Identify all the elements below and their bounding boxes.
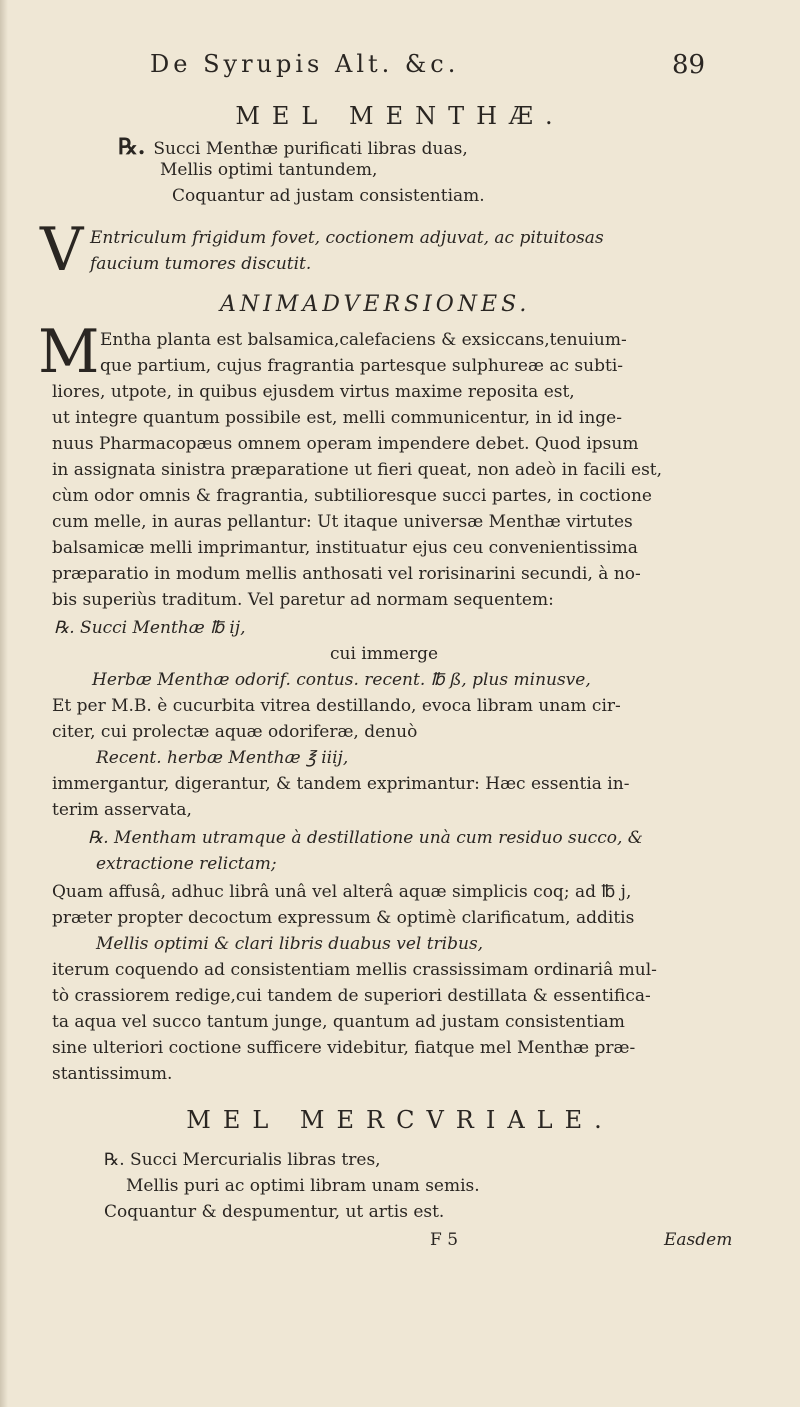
body-line: liores, utpote, in quibus ejusdem virtus maxime reposita est, xyxy=(52,382,575,402)
body-line: stantissimum. xyxy=(52,1064,173,1084)
body-line: præparatio in modum mellis anthosati vel rorisinarini secundi, à no- xyxy=(52,564,641,584)
rx-line: Recent. herbæ Menthæ ℥ iiij, xyxy=(96,748,349,768)
drop-cap-m: M xyxy=(38,317,100,387)
body-line: citer, cui prolectæ aquæ odoriferæ, denuò xyxy=(52,722,418,742)
body-line: iterum coquendo ad consistentiam mellis crassissimam ordinariâ mul- xyxy=(52,960,657,980)
rx-line: cui immerge xyxy=(330,644,439,664)
body-line: que partium, cujus fragrantia partesque sulphureæ ac subti- xyxy=(100,356,623,376)
section-title-mel-mercuriale: MEL MERCVRIALE. xyxy=(186,1106,614,1134)
rx-line: ℞. Succi Menthæ ℔ ij, xyxy=(54,618,246,638)
body-line: ta aqua vel succo tantum junge, quantum ad justam consistentiam xyxy=(52,1012,625,1032)
body-line: cum melle, in auras pellantur: Ut itaque universæ Menthæ virtutes xyxy=(52,512,633,532)
body-line: Quam affusâ, adhuc librâ unâ vel alterâ aquæ simplicis coq; ad ℔ j, xyxy=(52,882,632,902)
signature-mark: F 5 xyxy=(430,1230,459,1250)
body-line: cùm odor omnis & fragrantia, subtilioresque succi partes, in coctione xyxy=(52,486,652,506)
body-line: Mellis optimi & clari libris duabus vel tribus, xyxy=(96,934,484,954)
rx-line: Herbæ Menthæ odorif. contus. recent. ℔ ß, plus minusve, xyxy=(92,670,591,690)
body-line: balsamicæ melli imprimantur, instituatur ejus ceu convenientissima xyxy=(52,538,638,558)
animadversiones-title: ANIMADVERSIONES. xyxy=(220,292,531,317)
body-line: tò crassiorem redige,cui tandem de superiori destillata & essentifica- xyxy=(52,986,651,1006)
drop-cap-v: V xyxy=(40,215,84,285)
rx-line: extractione relictam; xyxy=(96,854,277,874)
virtue-line-2: faucium tumores discutit. xyxy=(90,254,312,274)
recipe-line-1: ℞. Succi Menthæ purificati libras duas, xyxy=(118,134,468,160)
body-line: præter propter decoctum expressum & optimè clarificatum, additis xyxy=(52,908,635,928)
recipe-line-3: Coquantur & despumentur, ut artis est. xyxy=(104,1202,445,1222)
section-title-mel-menthae: MEL MENTHÆ. xyxy=(235,102,565,130)
body-line: Entha planta est balsamica,calefaciens & exsiccans,tenuium- xyxy=(100,330,627,350)
body-line: sine ulteriori coctione sufficere videbitur, fiatque mel Menthæ præ- xyxy=(52,1038,636,1058)
recipe-line-1: ℞. Succi Mercurialis libras tres, xyxy=(104,1150,381,1170)
virtue-line-1: Entriculum frigidum fovet, coctionem adjuvat, ac pituitosas xyxy=(90,228,604,248)
recipe-symbol: ℞. xyxy=(118,134,146,160)
recipe-line-2: Mellis puri ac optimi libram unam semis. xyxy=(126,1176,480,1196)
body-line: bis superiùs traditum. Vel paretur ad normam sequentem: xyxy=(52,590,554,610)
body-line: in assignata sinistra præparatione ut fieri queat, non adeò in facili est, xyxy=(52,460,663,480)
page-header xyxy=(0,50,800,90)
body-line: terim asservata, xyxy=(52,800,192,820)
catchword: Easdem xyxy=(664,1230,733,1250)
body-line: Et per M.B. è cucurbita vitrea destillando, evoca libram unam cir- xyxy=(52,696,621,716)
running-title: De Syrupis Alt. &c. xyxy=(150,50,460,78)
page-edge-shadow xyxy=(0,0,8,1407)
recipe-line-3: Coquantur ad justam consistentiam. xyxy=(172,186,485,206)
body-line: immergantur, digerantur, & tandem exprimantur: Hæc essentia in- xyxy=(52,774,630,794)
recipe-line-2: Mellis optimi tantundem, xyxy=(160,160,378,180)
body-line: nuus Pharmacopæus omnem operam impendere debet. Quod ipsum xyxy=(52,434,639,454)
rx-line: ℞. Mentham utramque à destillatione unà cum residuo succo, & xyxy=(88,828,643,848)
page-number: 89 xyxy=(672,50,706,80)
body-line: ut integre quantum possibile est, melli communicentur, in id inge- xyxy=(52,408,622,428)
